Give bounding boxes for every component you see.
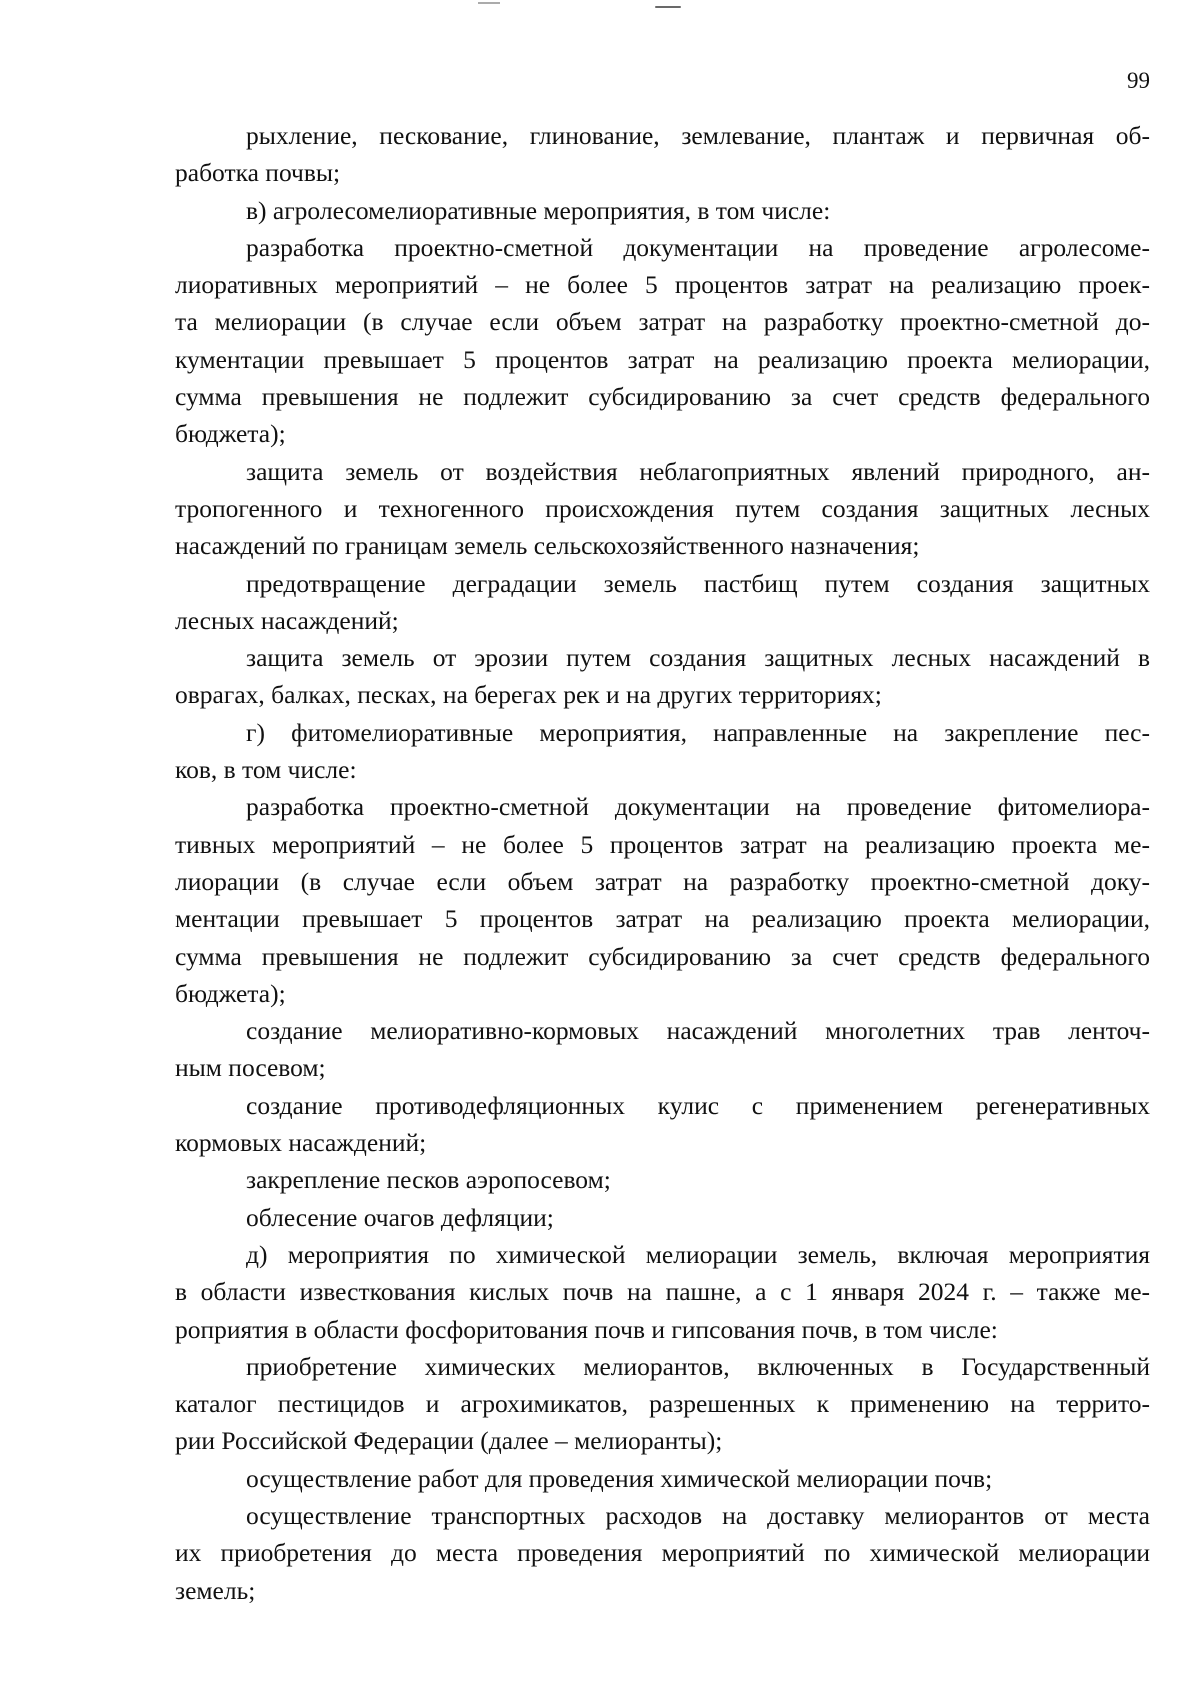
text-line: лесных насаждений; [175,605,399,635]
text-line: ным посевом; [175,1053,326,1083]
text-line: в) агролесомелиоративные мероприятия, в том числе: [246,195,831,225]
paragraph [175,192,1150,229]
paragraph [175,788,1150,1012]
text-line: г) фитомелиоративные мероприятия, направленные на закрепление пес- [246,717,1150,747]
text-line: бюджета); [175,978,286,1008]
text-line: ков, в том числе: [175,755,357,785]
text-line: оврагах, балках, песках, на берегах рек и на других территориях; [175,680,882,710]
text-line: создание противодефляционных кулис с применением регенеративных [246,1090,1150,1120]
text-line: защита земель от воздействия неблагоприятных явлений природного, ан- [246,456,1150,486]
paragraph [175,1236,1150,1348]
scan-artifact [478,2,500,4]
paragraph [175,117,1150,192]
text-line: рыхление, пескование, глинование, землевание, плантаж и первичная об- [246,121,1150,150]
text-line: в области известкования кислых почв на пашне, а с 1 января 2024 г. – также ме- [175,1277,1150,1307]
text-line: рии Российской Федерации (далее – мелиоранты); [175,1426,723,1456]
paragraph [175,229,1150,453]
text-line: кормовых насаждений; [175,1128,427,1158]
text-line: д) мероприятия по химической мелиорации земель, включая мероприятия [246,1239,1150,1269]
text-line: защита земель от эрозии путем создания защитных лесных насаждений в [246,643,1150,673]
paragraph [175,565,1150,640]
document-body [175,117,1150,1609]
text-line: их приобретения до места проведения мероприятий по химической мелиорации [175,1538,1150,1568]
paragraph [175,639,1150,714]
paragraph [175,714,1150,789]
text-line: осуществление работ для проведения химической мелиорации почв; [246,1463,993,1493]
text-line: предотвращение деградации земель пастбищ путем создания защитных [246,568,1150,598]
text-line: та мелиорации (в случае если объем затрат на разработку проектно-сметной до- [175,307,1150,337]
text-line: работка почвы; [175,158,341,188]
paragraph [175,1460,1150,1497]
text-line: тропогенного и техногенного происхождения путем создания защитных лесных [175,493,1150,523]
text-line: лиоративных мероприятий – не более 5 процентов затрат на реализацию проек- [175,270,1150,300]
paragraph [175,1497,1150,1609]
text-line: закрепление песков аэропосевом; [246,1165,611,1195]
text-line: разработка проектно-сметной документации на проведение фитомелиора- [246,792,1150,822]
paragraph [175,1012,1150,1087]
paragraph [175,1199,1150,1236]
text-line: роприятия в области фосфоритования почв и гипсования почв, в том числе: [175,1314,998,1344]
text-line: осуществление транспортных расходов на доставку мелиорантов от места [246,1500,1150,1530]
text-line: бюджета); [175,419,286,449]
paragraph [175,1161,1150,1198]
text-line: приобретение химических мелиорантов, включенных в Государственный [246,1351,1150,1381]
text-line: ментации превышает 5 процентов затрат на реализацию проекта мелиорации, [175,904,1150,934]
text-line: создание мелиоративно-кормовых насаждений многолетних трав ленточ- [246,1016,1150,1046]
text-line: земель; [175,1575,256,1605]
text-line: лиорации (в случае если объем затрат на разработку проектно-сметной доку- [175,866,1150,896]
scan-artifact [655,6,681,8]
text-line: насаждений по границам земель сельскохозяйственного назначения; [175,531,920,561]
text-line: тивных мероприятий – не более 5 процентов затрат на реализацию проекта ме- [175,829,1150,859]
text-line: сумма превышения не подлежит субсидированию за счет средств федерального [175,382,1150,412]
text-line: облесение очагов дефляции; [246,1202,554,1232]
text-line: сумма превышения не подлежит субсидированию за счет средств федерального [175,941,1150,971]
paragraph [175,1087,1150,1162]
text-line: разработка проектно-сметной документации на проведение агролесоме- [246,232,1150,262]
text-line: каталог пестицидов и агрохимикатов, разрешенных к применению на террито- [175,1389,1150,1419]
paragraph [175,453,1150,565]
page-number: 99 [1127,68,1150,93]
text-line: кументации превышает 5 процентов затрат на реализацию проекта мелиорации, [175,344,1150,374]
paragraph [175,1348,1150,1460]
